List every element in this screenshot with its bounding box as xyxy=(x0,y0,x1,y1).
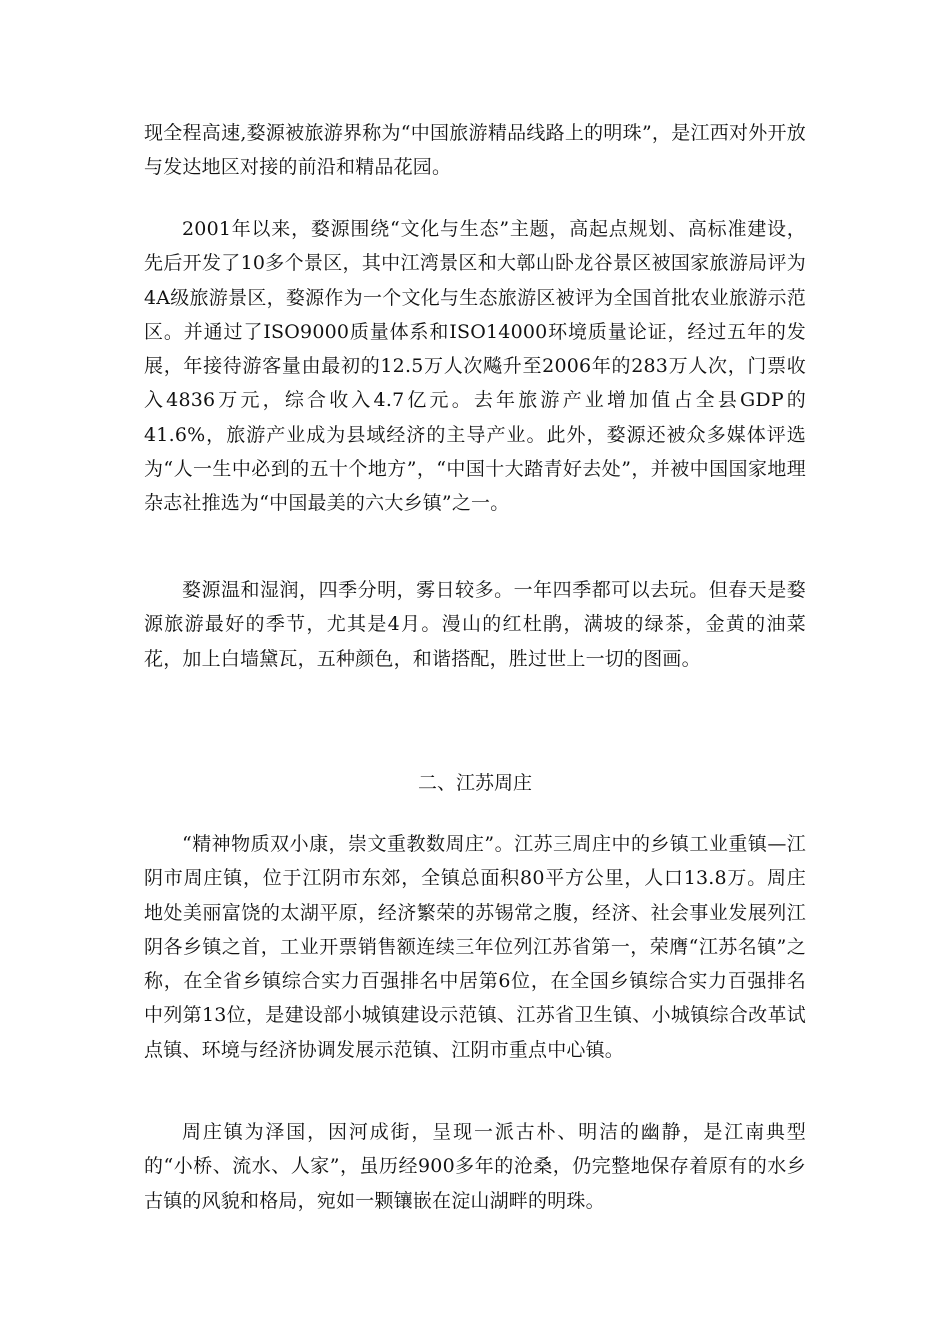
paragraph-zhouzhuang-overview: “精神物质双小康，崇文重教数周庄”。江苏三周庄中的乡镇工业重镇—江阴市周庄镇，位于江阴市东郊，全镇总面积80平方公里，人口13.8万。周庄地处美丽富饶的太湖平原，经济繁荣的苏锡常之腹，经济、社会事业发展列江阴各乡镇之首，工业开票销售额连续三年位列江苏省第一，荣膺“江苏名镇”之称，在全省乡镇综合实力百强排名中居第6位，在全国乡镇综合实力百强排名中列第13位，是建设部小城镇建设示范镇、江苏省卫生镇、小城镇综合改革试点镇、环境与经济协调发展示范镇、江阴市重点中心镇。 xyxy=(144,833,806,1061)
section-heading-zhouzhuang: 二、江苏周庄 xyxy=(417,772,532,794)
paragraph-wuyuan-development: 2001年以来，婺源围绕“文化与生态”主题，高起点规划、高标准建设，先后开发了10多个景区，其中江湾景区和大鄣山卧龙谷景区被国家旅游局评为4A级旅游景区，婺源作为一个文化与生态旅游区被评为全国首批农业旅游示范区。并通过了ISO9000质量体系和ISO14000环境质量论证，经过五年的发展，年接待游客量由最初的12.5万人次飚升至2006年的283万人次，门票收入4836万元，综合收入4.7亿元。去年旅游产业增加值占全县GDP的41.6%，旅游产业成为县域经济的主导产业。此外，婺源还被众多媒体评选为“人一生中必到的五十个地方”，“中国十大踏青好去处”，并被中国国家地理杂志社推选为“中国最美的六大乡镇”之一。 xyxy=(144,218,806,515)
paragraph-zhouzhuang-scenery: 周庄镇为泽国，因河成街，呈现一派古朴、明洁的幽静，是江南典型的“小桥、流水、人家”，虽历经900多年的沧桑，仍完整地保存着原有的水乡古镇的风貌和格局，宛如一颗镶嵌在淀山湖畔的明珠。 xyxy=(144,1121,806,1212)
paragraph-wuyuan-intro-continued: 现全程高速,婺源被旅游界称为“中国旅游精品线路上的明珠”，是江西对外开放与发达地区对接的前沿和精品花园。 xyxy=(144,122,806,179)
paragraph-wuyuan-climate: 婺源温和湿润，四季分明，雾日较多。一年四季都可以去玩。但春天是婺源旅游最好的季节，尤其是4月。漫山的红杜鹃，满坡的绿茶，金黄的油菜花，加上白墙黛瓦，五种颜色，和谐搭配，胜过世上一切的图画。 xyxy=(144,579,806,670)
